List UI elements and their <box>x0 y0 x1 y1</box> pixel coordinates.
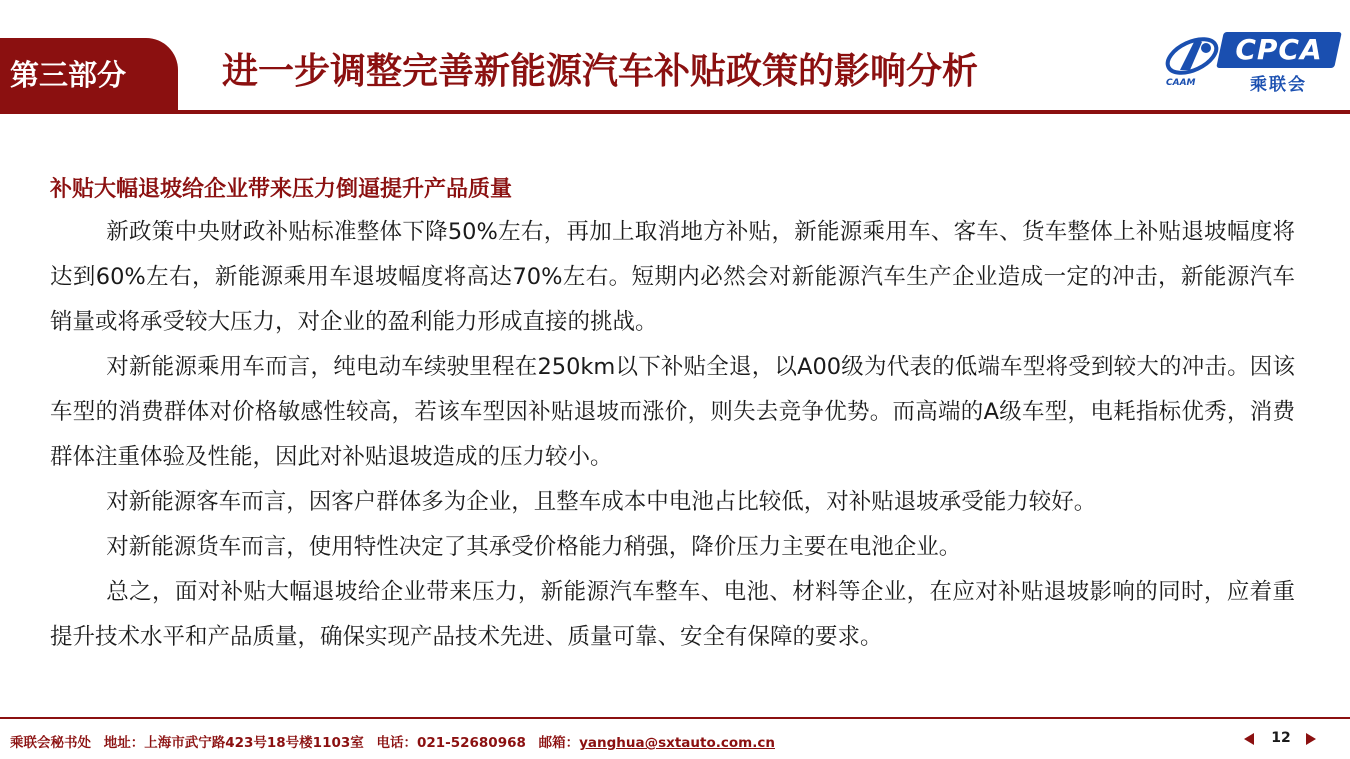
paragraph: 总之，面对补贴大幅退坡给企业带来压力，新能源汽车整车、电池、材料等企业，在应对补贴退坡影响的同时，应着重提升技术水平和产品质量，确保实现产品技术先进、质量可靠、安全有保障的要求。 <box>50 579 1295 650</box>
footer-email-link[interactable]: yanghua@sxtauto.com.cn <box>579 735 775 751</box>
paragraph: 对新能源客车而言，因客户群体多为企业，且整车成本中电池占比较低，对补贴退坡承受能力较好。 <box>106 489 1097 515</box>
cpca-logo-badge <box>1216 32 1342 68</box>
slide-header <box>0 0 1350 114</box>
cpca-logo-cn: 乘联会 <box>1250 75 1307 95</box>
paragraph: 对新能源货车而言，使用特性决定了其承受价格能力稍强，降价压力主要在电池企业。 <box>106 534 962 560</box>
header-divider <box>0 110 1350 114</box>
next-slide-icon[interactable] <box>1306 733 1316 745</box>
slide-body <box>50 170 1295 660</box>
footer-org: 乘联会秘书处 <box>10 735 91 751</box>
footer-email-label: 邮箱： <box>538 735 580 751</box>
section-subheading: 补贴大幅退坡给企业带来压力倒逼提升产品质量 <box>50 177 513 202</box>
page-title: 进一步调整完善新能源汽车补贴政策的影响分析 <box>222 51 979 92</box>
paragraph: 新政策中央财政补贴标准整体下降50%左右，再加上取消地方补贴，新能源乘用车、客车、货车整体上补贴退坡幅度将达到60%左右，新能源乘用车退坡幅度将高达70%左右。短期内必然会对新能源汽车生产企业造成一定的冲击，新能源汽车销量或将承受较大压力，对企业的盈利能力形成直接的挑战。 <box>50 219 1295 335</box>
footer-contact <box>10 731 775 751</box>
paragraph: 对新能源乘用车而言，纯电动车续驶里程在250km以下补贴全退，以A00级为代表的低端车型将受到较大的冲击。因该车型的消费群体对价格敏感性较高，若该车型因补贴退坡而涨价，则失去竞争优势。而高端的A级车型，电耗指标优秀，消费群体注重体验及性能，因此对补贴退坡造成的压力较小。 <box>50 354 1295 470</box>
caam-logo-text: CAAM <box>1166 78 1196 88</box>
footer-phone: 电话：021-52680968 <box>376 735 526 751</box>
cpca-logo-text: CPCA <box>1235 33 1323 66</box>
cpca-logo <box>1162 30 1342 94</box>
footer-address: 地址：上海市武宁路423号18号楼1103室 <box>103 735 364 751</box>
footer-divider <box>0 717 1350 719</box>
section-label: 第三部分 <box>0 38 178 112</box>
slide-pager <box>1244 728 1316 750</box>
page-number: 12 <box>1271 730 1291 746</box>
previous-slide-icon[interactable] <box>1244 733 1254 745</box>
